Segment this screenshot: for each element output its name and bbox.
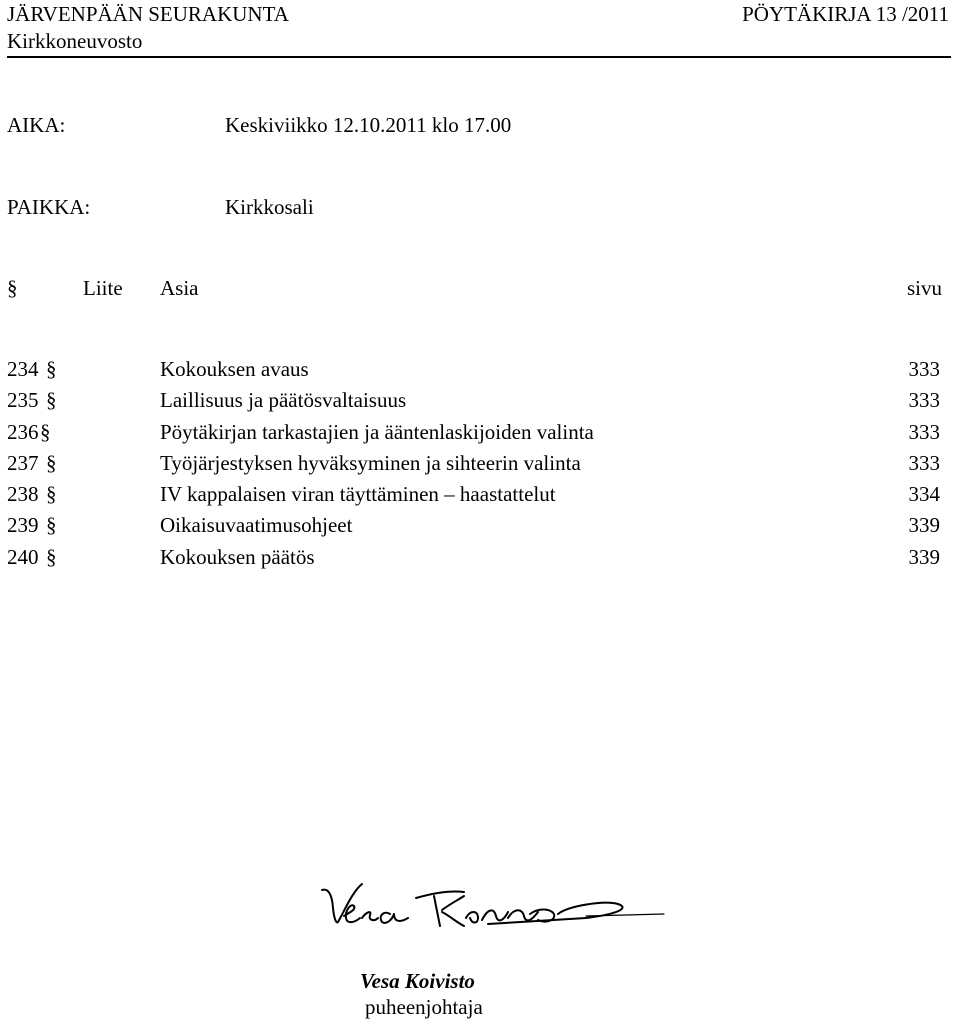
item-title: Laillisuus ja päätösvaltaisuus xyxy=(160,388,407,413)
list-item xyxy=(0,542,960,573)
item-page: 333 xyxy=(908,357,940,381)
place-label: PAIKKA: xyxy=(7,195,91,219)
section-symbol: § xyxy=(46,450,57,475)
section-symbol: § xyxy=(46,482,57,507)
item-number: 236 xyxy=(7,419,39,444)
item-title: IV kappalaisen viran täyttäminen – haastattelut xyxy=(160,482,556,507)
section-symbol: § xyxy=(46,544,57,569)
organization-name: JÄRVENPÄÄN SEURAKUNTA xyxy=(7,2,289,26)
handwritten-signature xyxy=(318,878,668,948)
item-title: Kokouksen päätös xyxy=(160,544,315,569)
time-value: Keskiviikko 12.10.2011 klo 17.00 xyxy=(225,113,512,137)
item-number: 234 xyxy=(7,357,39,381)
item-number: 240 xyxy=(7,544,39,569)
time-label: AIKA: xyxy=(7,113,66,137)
sivu-column-header: sivu xyxy=(906,276,942,300)
section-column-header: § xyxy=(7,276,18,300)
item-number: 238 xyxy=(7,482,39,507)
list-item xyxy=(0,510,960,541)
asia-column-header: Asia xyxy=(160,276,199,300)
agenda-list xyxy=(0,354,960,573)
section-symbol: § xyxy=(46,513,57,538)
item-number: 237 xyxy=(7,450,39,475)
section-symbol: § xyxy=(46,357,57,381)
item-page: 339 xyxy=(908,513,940,538)
item-page: 333 xyxy=(908,450,940,475)
signatory-name: Vesa Koivisto xyxy=(360,969,475,993)
liite-column-header: Liite xyxy=(83,276,123,300)
item-title: Työjärjestyksen hyväksyminen ja sihteerin valinta xyxy=(160,450,581,475)
item-title: Oikaisuvaatimusohjeet xyxy=(160,513,353,538)
item-page: 334 xyxy=(908,482,940,507)
section-symbol: § xyxy=(46,388,57,413)
document-title: PÖYTÄKIRJA 13 /2011 xyxy=(742,2,949,26)
item-number: 239 xyxy=(7,513,39,538)
item-number: 235 xyxy=(7,388,39,413)
list-item xyxy=(0,448,960,479)
document-header xyxy=(7,2,951,58)
signatory-role: puheenjohtaja xyxy=(365,995,483,1019)
item-page: 339 xyxy=(908,544,940,569)
list-item xyxy=(0,479,960,510)
place-value: Kirkkosali xyxy=(225,195,314,219)
list-item xyxy=(0,385,960,416)
item-title: Pöytäkirjan tarkastajien ja ääntenlaskijoiden valinta xyxy=(160,419,594,444)
item-title: Kokouksen avaus xyxy=(160,357,309,381)
list-item xyxy=(0,417,960,448)
item-page: 333 xyxy=(908,388,940,413)
list-item xyxy=(0,354,960,385)
section-symbol: § xyxy=(40,419,51,444)
item-page: 333 xyxy=(908,419,940,444)
governing-body: Kirkkoneuvosto xyxy=(7,29,143,53)
